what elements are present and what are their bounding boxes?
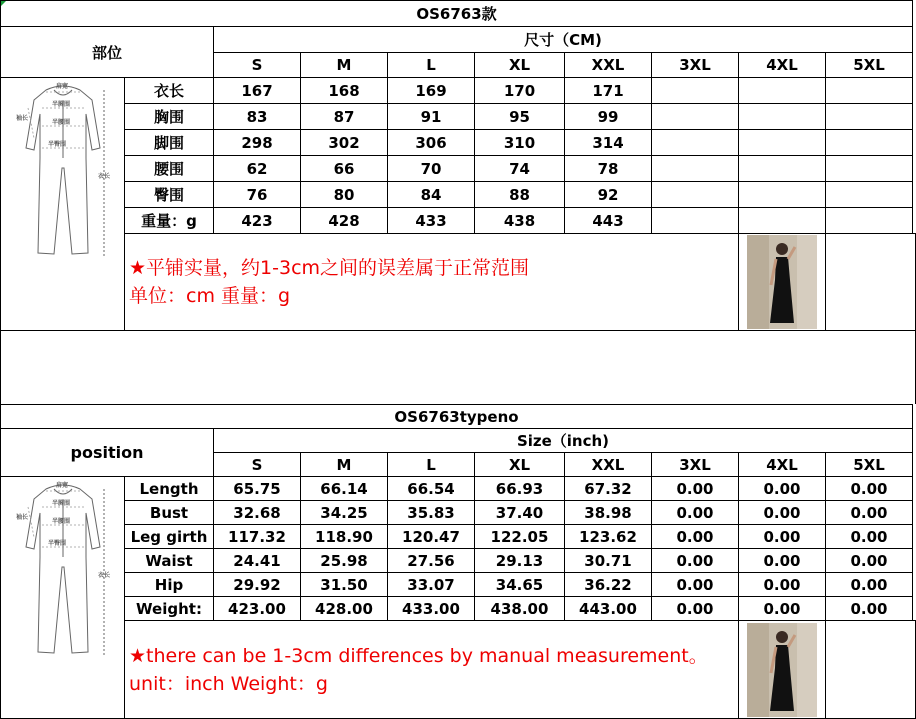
value-cell: 87: [301, 104, 388, 130]
value-cell: 34.65: [475, 573, 565, 597]
value-cell: 67.32: [565, 477, 652, 501]
value-cell: [652, 182, 739, 208]
size-label: L: [388, 53, 475, 78]
garment-sketch: [1, 78, 125, 331]
value-cell: 169: [388, 78, 475, 104]
size-header: 尺寸（CM): [214, 27, 913, 53]
value-cell: 428: [301, 208, 388, 234]
svg-text:衣长: 衣长: [97, 572, 110, 579]
value-cell: 0.00: [739, 549, 826, 573]
position-header: 部位: [1, 27, 214, 78]
row-label: 胸围: [125, 104, 214, 130]
value-cell: 33.07: [388, 573, 475, 597]
value-cell: 298: [214, 130, 301, 156]
value-cell: [652, 156, 739, 182]
value-cell: [739, 130, 826, 156]
svg-text:半腰围: 半腰围: [51, 119, 70, 126]
value-cell: [652, 78, 739, 104]
size-label: 4XL: [739, 453, 826, 477]
value-cell: 36.22: [565, 573, 652, 597]
value-cell: [652, 208, 739, 234]
value-cell: 29.92: [214, 573, 301, 597]
svg-text:半胸围: 半胸围: [51, 500, 70, 507]
size-label: XXL: [565, 53, 652, 78]
value-cell: 99: [565, 104, 652, 130]
table-row: [1, 78, 916, 104]
table-row: [1, 573, 916, 597]
size-label: XL: [475, 53, 565, 78]
table-row: [1, 130, 916, 156]
value-cell: [826, 156, 913, 182]
value-cell: 0.00: [652, 597, 739, 621]
value-cell: 88: [475, 182, 565, 208]
size-label: M: [301, 453, 388, 477]
note-line-1: ★there can be 1-3cm differences by manual measurement。: [129, 644, 708, 667]
svg-text:半臀围: 半臀围: [47, 540, 66, 547]
value-cell: 62: [214, 156, 301, 182]
table-row: [1, 208, 916, 234]
value-cell: [652, 130, 739, 156]
position-header: position: [1, 429, 214, 477]
model-photo-icon: [747, 623, 817, 717]
note-line-1: ★平铺实量，约1-3cm之间的误差属于正常范围: [129, 257, 530, 279]
value-cell: 170: [475, 78, 565, 104]
value-cell: 84: [388, 182, 475, 208]
table-row: [1, 525, 916, 549]
svg-text:肩宽: 肩宽: [55, 482, 68, 489]
value-cell: 0.00: [826, 549, 913, 573]
size-label: S: [214, 453, 301, 477]
empty-cell: [826, 234, 916, 331]
value-cell: 302: [301, 130, 388, 156]
table-row: [1, 156, 916, 182]
size-table-inch: [0, 404, 916, 719]
size-label: 5XL: [826, 453, 913, 477]
value-cell: 122.05: [475, 525, 565, 549]
value-cell: 83: [214, 104, 301, 130]
value-cell: 0.00: [739, 525, 826, 549]
table-title: OS6763款: [1, 1, 913, 27]
value-cell: 423: [214, 208, 301, 234]
size-label: S: [214, 53, 301, 78]
value-cell: [826, 130, 913, 156]
size-header: Size（inch): [214, 429, 913, 453]
value-cell: 0.00: [826, 477, 913, 501]
value-cell: 0.00: [826, 597, 913, 621]
size-table-cm: [0, 0, 916, 331]
product-photo: [739, 621, 826, 719]
value-cell: 66.14: [301, 477, 388, 501]
value-cell: 0.00: [652, 573, 739, 597]
value-cell: 78: [565, 156, 652, 182]
value-cell: 31.50: [301, 573, 388, 597]
value-cell: 0.00: [826, 501, 913, 525]
value-cell: 91: [388, 104, 475, 130]
svg-text:袖长: 袖长: [15, 115, 28, 122]
table-row: [1, 501, 916, 525]
value-cell: 314: [565, 130, 652, 156]
value-cell: 306: [388, 130, 475, 156]
jumpsuit-sketch-icon: [8, 78, 118, 268]
value-cell: 123.62: [565, 525, 652, 549]
value-cell: 433.00: [388, 597, 475, 621]
value-cell: 0.00: [826, 573, 913, 597]
value-cell: 171: [565, 78, 652, 104]
svg-text:袖长: 袖长: [15, 514, 28, 521]
value-cell: 433: [388, 208, 475, 234]
value-cell: 24.41: [214, 549, 301, 573]
value-cell: 65.75: [214, 477, 301, 501]
row-label: Length: [125, 477, 214, 501]
table-row: [1, 477, 916, 501]
size-label: XL: [475, 453, 565, 477]
value-cell: 74: [475, 156, 565, 182]
product-photo: [739, 234, 826, 331]
value-cell: 66: [301, 156, 388, 182]
value-cell: 120.47: [388, 525, 475, 549]
value-cell: 66.54: [388, 477, 475, 501]
value-cell: 34.25: [301, 501, 388, 525]
value-cell: [826, 104, 913, 130]
size-label: 5XL: [826, 53, 913, 78]
value-cell: 117.32: [214, 525, 301, 549]
value-cell: 38.98: [565, 501, 652, 525]
value-cell: [826, 182, 913, 208]
garment-sketch: [1, 477, 125, 719]
svg-text:肩宽: 肩宽: [55, 83, 68, 90]
size-label: 3XL: [652, 53, 739, 78]
value-cell: 76: [214, 182, 301, 208]
value-cell: 30.71: [565, 549, 652, 573]
row-label: Waist: [125, 549, 214, 573]
svg-text:半臀围: 半臀围: [47, 141, 66, 148]
model-photo-icon: [747, 235, 817, 329]
value-cell: 423.00: [214, 597, 301, 621]
value-cell: 167: [214, 78, 301, 104]
value-cell: 35.83: [388, 501, 475, 525]
value-cell: 310: [475, 130, 565, 156]
value-cell: [739, 78, 826, 104]
value-cell: 25.98: [301, 549, 388, 573]
size-label: L: [388, 453, 475, 477]
svg-text:半腰围: 半腰围: [51, 518, 70, 525]
value-cell: 70: [388, 156, 475, 182]
value-cell: 443: [565, 208, 652, 234]
value-cell: 95: [475, 104, 565, 130]
value-cell: 0.00: [652, 549, 739, 573]
row-label: 重量：g: [125, 208, 214, 234]
value-cell: 438: [475, 208, 565, 234]
value-cell: 0.00: [652, 501, 739, 525]
value-cell: 0.00: [826, 525, 913, 549]
value-cell: [739, 104, 826, 130]
size-label: XXL: [565, 453, 652, 477]
spacer-row: [0, 331, 916, 404]
value-cell: 0.00: [739, 477, 826, 501]
row-label: 脚围: [125, 130, 214, 156]
value-cell: 0.00: [739, 597, 826, 621]
value-cell: 37.40: [475, 501, 565, 525]
table-row: [1, 597, 916, 621]
table-row: [1, 549, 916, 573]
row-label: Bust: [125, 501, 214, 525]
value-cell: 0.00: [739, 501, 826, 525]
note-cell: [125, 234, 739, 331]
value-cell: 92: [565, 182, 652, 208]
value-cell: 0.00: [652, 525, 739, 549]
value-cell: 80: [301, 182, 388, 208]
jumpsuit-sketch-icon: [8, 477, 118, 667]
size-label: M: [301, 53, 388, 78]
table-title: OS6763typeno: [1, 405, 913, 429]
svg-text:衣长: 衣长: [97, 173, 110, 180]
value-cell: [826, 208, 913, 234]
value-cell: 0.00: [739, 573, 826, 597]
size-label: 4XL: [739, 53, 826, 78]
row-label: 臀围: [125, 182, 214, 208]
table-row: [1, 104, 916, 130]
value-cell: 29.13: [475, 549, 565, 573]
table-row: [1, 182, 916, 208]
value-cell: 443.00: [565, 597, 652, 621]
value-cell: 428.00: [301, 597, 388, 621]
value-cell: 118.90: [301, 525, 388, 549]
empty-cell: [826, 621, 916, 719]
value-cell: [652, 104, 739, 130]
value-cell: [739, 208, 826, 234]
value-cell: [826, 78, 913, 104]
row-label: 腰围: [125, 156, 214, 182]
svg-text:半胸围: 半胸围: [51, 101, 70, 108]
value-cell: [739, 156, 826, 182]
row-label: 衣长: [125, 78, 214, 104]
value-cell: 32.68: [214, 501, 301, 525]
row-label: Leg girth: [125, 525, 214, 549]
value-cell: 66.93: [475, 477, 565, 501]
size-label: 3XL: [652, 453, 739, 477]
value-cell: 168: [301, 78, 388, 104]
value-cell: 27.56: [388, 549, 475, 573]
note-line-2: unit：inch Weight：g: [129, 672, 328, 695]
row-label: Hip: [125, 573, 214, 597]
value-cell: 0.00: [652, 477, 739, 501]
value-cell: [739, 182, 826, 208]
note-line-2: 单位：cm 重量：g: [129, 285, 291, 307]
value-cell: 438.00: [475, 597, 565, 621]
note-cell: [125, 621, 739, 719]
row-label: Weight:: [125, 597, 214, 621]
